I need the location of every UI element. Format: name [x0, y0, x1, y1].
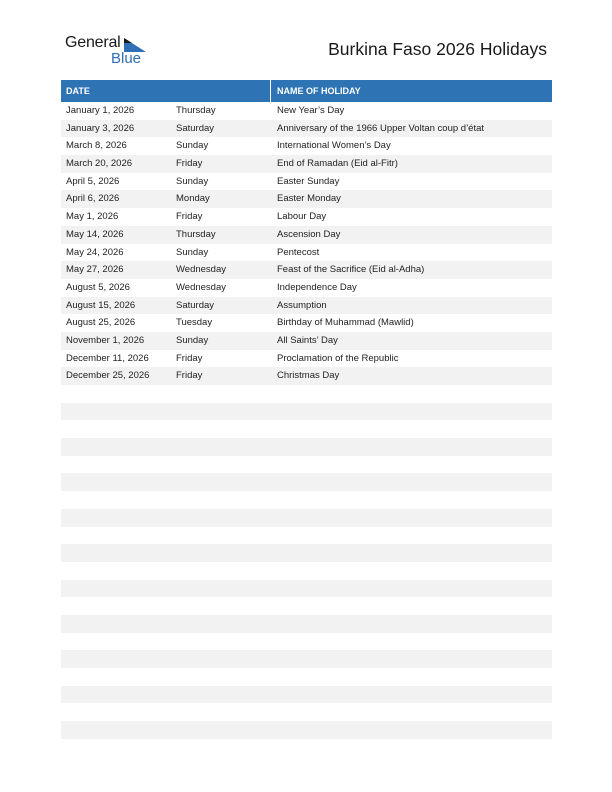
cell-day: Friday: [176, 211, 203, 223]
logo-word-blue: Blue: [111, 50, 142, 67]
table-row: [61, 597, 552, 615]
cell-date: May 27, 2026: [66, 264, 124, 276]
cell-date: May 1, 2026: [66, 211, 119, 223]
table-row: [61, 403, 552, 421]
table-row: [61, 686, 552, 704]
cell-date: March 8, 2026: [66, 140, 127, 152]
cell-day: Wednesday: [176, 264, 226, 276]
cell-day: Thursday: [176, 105, 216, 116]
cell-date: January 1, 2026: [66, 105, 135, 116]
table-row: [61, 297, 552, 315]
table-row: [61, 244, 552, 262]
cell-day: Thursday: [176, 228, 216, 240]
cell-holiday-name: Anniversary of the 1966 Upper Voltan coup d’état: [277, 122, 485, 134]
table-row: [61, 527, 552, 545]
table-row: [61, 173, 552, 191]
table-row: [61, 703, 552, 721]
cell-date: December 25, 2026: [66, 370, 150, 382]
cell-holiday-name: Christmas Day: [277, 370, 340, 382]
table-row: [61, 473, 552, 491]
cell-day: Friday: [176, 370, 203, 382]
page-title: Burkina Faso 2026 Holidays: [328, 39, 547, 59]
header-name: NAME OF HOLIDAY: [277, 86, 361, 96]
cell-day: Friday: [176, 158, 203, 170]
header-date: DATE: [66, 86, 90, 96]
cell-date: May 14, 2026: [66, 228, 124, 240]
table-row: [61, 226, 552, 244]
table-row: [61, 279, 552, 297]
cell-holiday-name: End of Ramadan (Eid al-Fitr): [277, 158, 398, 170]
cell-date: April 6, 2026: [66, 193, 120, 205]
table-header: [61, 80, 552, 102]
cell-day: Monday: [176, 193, 210, 205]
table-row: [61, 580, 552, 598]
logo-word-general: General: [65, 34, 121, 51]
cell-date: April 5, 2026: [66, 175, 120, 187]
table-row: [61, 208, 552, 226]
cell-date: December 11, 2026: [66, 352, 149, 364]
cell-day: Sunday: [176, 334, 209, 346]
table-row: [61, 120, 552, 138]
table-row: [61, 633, 552, 651]
cell-holiday-name: New Year’s Day: [277, 105, 345, 116]
table-row: [61, 155, 552, 173]
cell-holiday-name: Feast of the Sacrifice (Eid al-Adha): [277, 264, 425, 276]
table-row: [61, 367, 552, 385]
cell-date: March 20, 2026: [66, 158, 133, 170]
cell-holiday-name: All Saints’ Day: [277, 334, 338, 346]
cell-holiday-name: Assumption: [277, 299, 327, 311]
cell-date: May 24, 2026: [66, 246, 124, 258]
table-row: [61, 261, 552, 279]
table-row: [61, 668, 552, 686]
table-row: [61, 102, 552, 120]
cell-holiday-name: Independence Day: [277, 281, 357, 293]
table-row: [61, 385, 552, 403]
cell-day: Saturday: [176, 122, 215, 134]
cell-day: Saturday: [176, 299, 215, 311]
cell-holiday-name: Pentecost: [277, 246, 320, 258]
table-row: [61, 332, 552, 350]
cell-day: Wednesday: [176, 281, 226, 293]
table-row: [61, 456, 552, 474]
cell-day: Sunday: [176, 140, 209, 152]
table-row: [61, 314, 552, 332]
cell-holiday-name: Easter Monday: [277, 193, 341, 205]
generalblue-logo: [65, 34, 155, 68]
header-divider: [270, 80, 271, 102]
table-row: [61, 350, 552, 368]
table-row: [61, 509, 552, 527]
table-row: [61, 650, 552, 668]
cell-holiday-name: Ascension Day: [277, 228, 341, 240]
table-row: [61, 721, 552, 739]
cell-day: Friday: [176, 352, 203, 364]
table-row: [61, 137, 552, 155]
table-row: [61, 438, 552, 456]
table-row: [61, 190, 552, 208]
cell-date: August 25, 2026: [66, 317, 136, 329]
cell-holiday-name: Labour Day: [277, 211, 327, 223]
cell-date: August 5, 2026: [66, 281, 130, 293]
cell-day: Sunday: [176, 175, 209, 187]
cell-day: Tuesday: [176, 317, 213, 329]
table-body: [61, 102, 552, 739]
table-row: [61, 420, 552, 438]
table-row: [61, 491, 552, 509]
cell-day: Sunday: [176, 246, 209, 258]
table-row: [61, 544, 552, 562]
cell-date: January 3, 2026: [66, 122, 135, 134]
cell-date: August 15, 2026: [66, 299, 136, 311]
holiday-table: [61, 80, 552, 739]
cell-holiday-name: Easter Sunday: [277, 175, 340, 187]
cell-date: November 1, 2026: [66, 334, 145, 346]
cell-holiday-name: Proclamation of the Republic: [277, 352, 399, 364]
cell-holiday-name: Birthday of Muhammad (Mawlid): [277, 317, 414, 329]
table-row: [61, 562, 552, 580]
table-row: [61, 615, 552, 633]
cell-holiday-name: International Women’s Day: [277, 140, 391, 152]
